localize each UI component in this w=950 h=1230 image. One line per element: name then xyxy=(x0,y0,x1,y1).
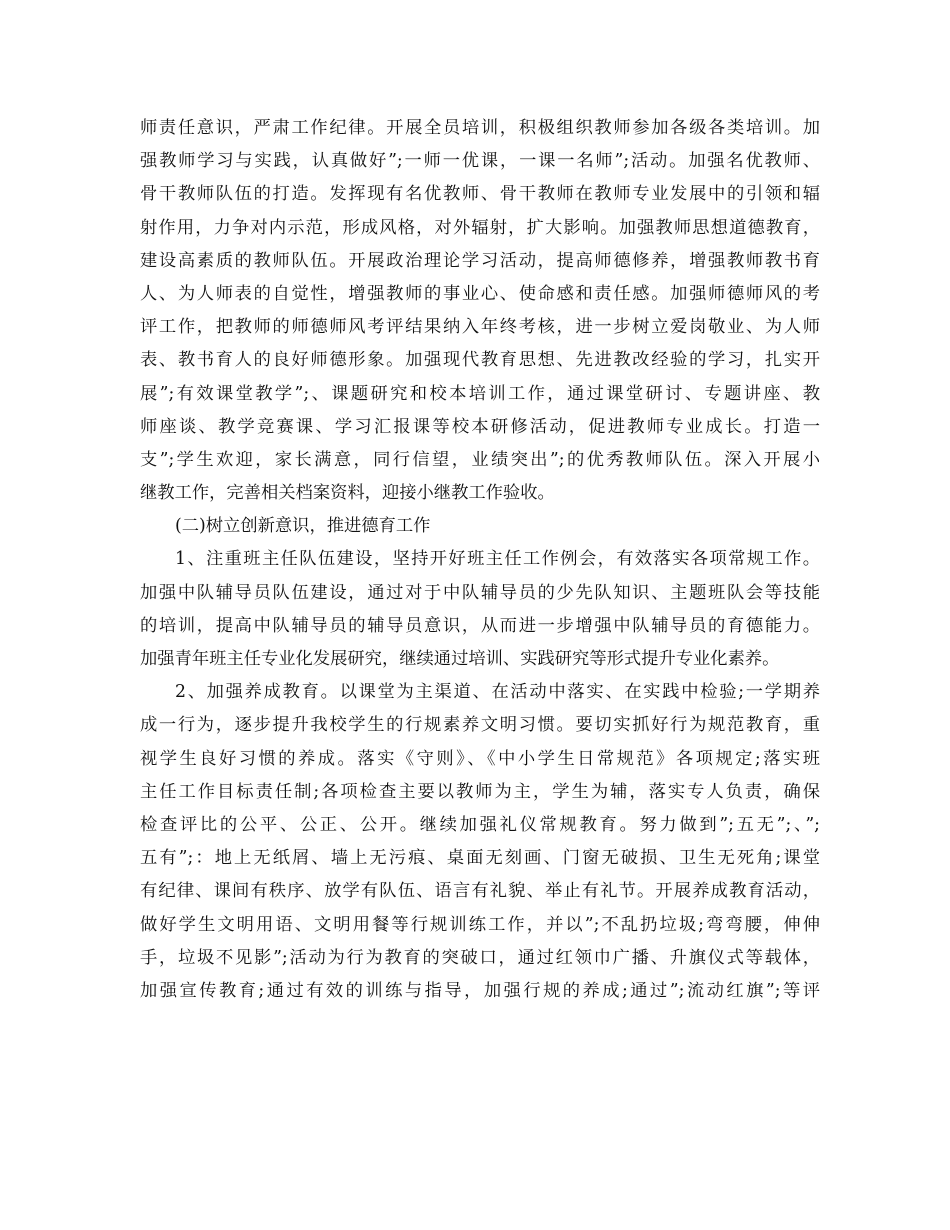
text-line: 展”;有效课堂教学”;、课题研究和校本培训工作，通过课堂研讨、专题讲座、教 xyxy=(140,383,820,404)
text-line: 2、加强养成教育。以课堂为主渠道、在活动中落实、在实践中检验;一学期养 xyxy=(175,682,820,703)
text-line: 表、教书育人的良好师德形象。加强现代教育思想、先进教改经验的学习，扎实开 xyxy=(140,350,820,371)
text-line: 强教师学习与实践，认真做好”;一师一优课，一课一名师”;活动。加强名优教师、 xyxy=(140,151,820,172)
text-line: 师责任意识，严肃工作纪律。开展全员培训，积极组织教师参加各级各类培训。加 xyxy=(140,118,820,138)
text-line: 加强中队辅导员队伍建设，通过对于中队辅导员的少先队知识、主题班队会等技能 xyxy=(140,582,820,603)
text-line: 支”;学生欢迎，家长满意，同行信望，业绩突出”;的优秀教师队伍。深入开展小 xyxy=(140,449,820,470)
text-line: 评工作，把教师的师德师风考评结果纳入年终考核，进一步树立爱岗敬业、为人师 xyxy=(140,317,820,338)
text-line: 做好学生文明用语、文明用餐等行规训练工作，并以”;不乱扔垃圾;弯弯腰，伸伸 xyxy=(140,914,820,935)
text-line: 视学生良好习惯的养成。落实《守则》、《中小学生日常规范》各项规定;落实班 xyxy=(140,748,820,769)
paragraph-end-line: 加强青年班主任专业化发展研究，继续通过培训、实践研究等形式提升专业化素养。 xyxy=(140,649,780,669)
text-line: 建设高素质的教师队伍。开展政治理论学习活动，提高师德修养，增强教师教书育 xyxy=(140,250,820,271)
text-line: 骨干教师队伍的打造。发挥现有名优教师、骨干教师在教师专业发展中的引领和辐 xyxy=(140,184,820,205)
text-line: 的培训，提高中队辅导员的辅导员意识，从而进一步增强中队辅导员的育德能力。 xyxy=(140,615,820,636)
text-line: 检查评比的公平、公正、公开。继续加强礼仪常规教育。努力做到”;五无”;、”; xyxy=(140,814,820,835)
text-line: 射作用，力争对内示范，形成风格，对外辐射，扩大影响。加强教师思想道德教育， xyxy=(140,217,820,238)
text-line: 有纪律、课间有秩序、放学有队伍、语言有礼貌、举止有礼节。开展养成教育活动， xyxy=(140,881,820,902)
text-line: 加强宣传教育;通过有效的训练与指导，加强行规的养成;通过”;流动红旗”;等评 xyxy=(140,980,820,1001)
paragraph-end-line: 继教工作，完善相关档案资料，迎接小继教工作验收。 xyxy=(140,483,555,504)
section-heading: (二)树立创新意识，推进德育工作 xyxy=(175,516,431,537)
text-line: 成一行为，逐步提升我校学生的行规素养文明习惯。要切实抓好行为规范教育，重 xyxy=(140,715,820,736)
text-line: 五有”;：地上无纸屑、墙上无污痕、桌面无刻画、门窗无破损、卫生无死角;课堂 xyxy=(140,848,820,869)
document-page xyxy=(140,112,820,1008)
text-line: 主任工作目标责任制;各项检查主要以教师为主，学生为辅，落实专人负责，确保 xyxy=(140,781,820,802)
text-line: 1、注重班主任队伍建设，坚持开好班主任工作例会，有效落实各项常规工作。 xyxy=(175,549,820,570)
text-line: 师座谈、教学竞赛课、学习汇报课等校本研修活动，促进教师专业成长。打造一 xyxy=(140,416,820,437)
text-line: 手，垃圾不见影”;活动为行为教育的突破口，通过红领巾广播、升旗仪式等载体， xyxy=(140,947,820,968)
text-line: 人、为人师表的自觉性，增强教师的事业心、使命感和责任感。加强师德师风的考 xyxy=(140,283,820,304)
